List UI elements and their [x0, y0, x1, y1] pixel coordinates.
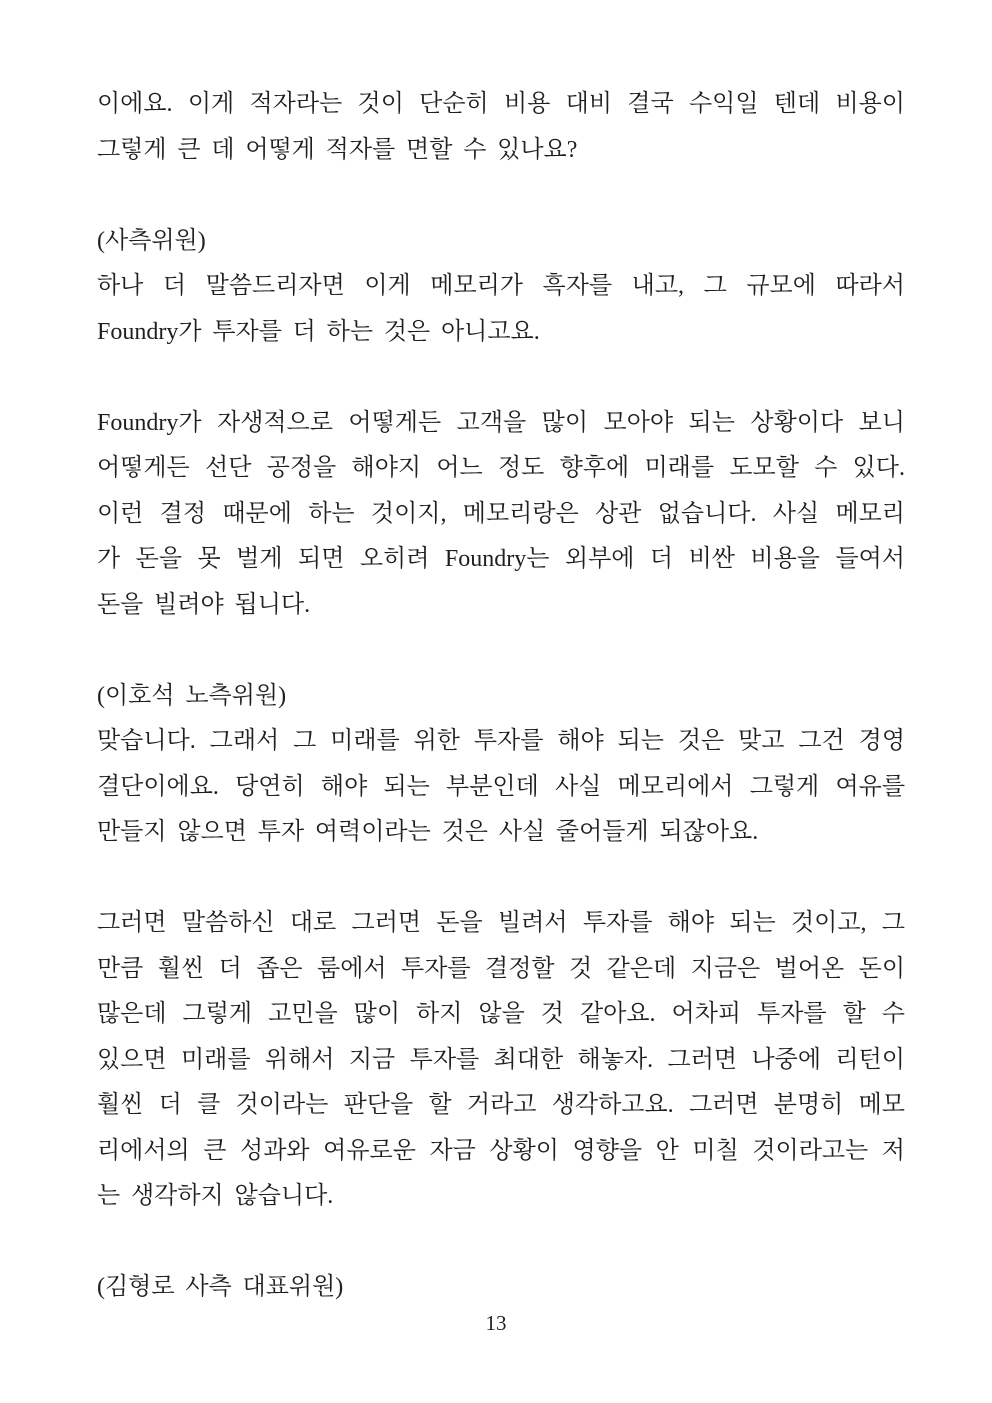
text-line: 훨씬 더 클 것이라는 판단을 할 거라고 생각하고요. 그러면 분명히 메모	[97, 1092, 905, 1118]
text-line: 는 생각하지 않습니다.	[97, 1183, 334, 1209]
speaker-label: (김형로 사측 대표위원)	[97, 1274, 344, 1300]
text-line: 이런 결정 때문에 하는 것이지, 메모리랑은 상관 없습니다. 사실 메모리	[97, 500, 905, 527]
document-text-block	[97, 82, 905, 1311]
page-number: 13	[485, 1311, 507, 1335]
paragraph	[97, 219, 905, 356]
text-line: 그렇게 큰 데 어떻게 적자를 면할 수 있나요?	[97, 136, 578, 163]
text-line: 만들지 않으면 투자 여력이라는 것은 사실 줄어들게 되잖아요.	[97, 819, 759, 845]
text-line: 이에요. 이게 적자라는 것이 단순히 비용 대비 결국 수익일 텐데 비용이	[97, 91, 905, 117]
text-line: 하나 더 말씀드리자면 이게 메모리가 흑자를 내고, 그 규모에 따라서	[97, 273, 905, 299]
text-line: 그러면 말씀하신 대로 그러면 돈을 빌려서 투자를 해야 되는 것이고, 그	[97, 910, 905, 936]
paragraph	[97, 1265, 905, 1311]
text-line: 맞습니다. 그래서 그 미래를 위한 투자를 해야 되는 것은 맞고 그건 경영	[97, 728, 905, 754]
paragraph	[97, 674, 905, 856]
speaker-label: (이호석 노측위원)	[97, 682, 287, 709]
text-line: Foundry가 자생적으로 어떻게든 고객을 많이 모아야 되는 상황이다 보니	[97, 409, 905, 436]
paragraph	[97, 82, 905, 173]
text-line: 돈을 빌려야 됩니다.	[97, 591, 311, 618]
text-line: 있으면 미래를 위해서 지금 투자를 최대한 해놓자. 그러면 나중에 리턴이	[97, 1046, 905, 1073]
text-line: 만큼 훨씬 더 좁은 룸에서 투자를 결정할 것 같은데 지금은 벌어온 돈이	[97, 955, 905, 982]
text-line: 어떻게든 선단 공정을 해야지 어느 정도 향후에 미래를 도모할 수 있다.	[97, 455, 905, 481]
text-line: 결단이에요. 당연히 해야 되는 부분인데 사실 메모리에서 그렇게 여유를	[97, 773, 905, 800]
text-line: 가 돈을 못 벌게 되면 오히려 Foundry는 외부에 더 비싼 비용을 들여서	[97, 546, 905, 572]
speaker-label: (사측위원)	[97, 227, 206, 254]
text-line: 많은데 그렇게 고민을 많이 하지 않을 것 같아요. 어차피 투자를 할 수	[97, 1001, 905, 1027]
paragraph	[97, 401, 905, 629]
text-line: Foundry가 투자를 더 하는 것은 아니고요.	[97, 318, 540, 345]
text-line: 리에서의 큰 성과와 여유로운 자금 상황이 영향을 안 미칠 것이라고는 저	[97, 1137, 905, 1164]
paragraph	[97, 901, 905, 1220]
